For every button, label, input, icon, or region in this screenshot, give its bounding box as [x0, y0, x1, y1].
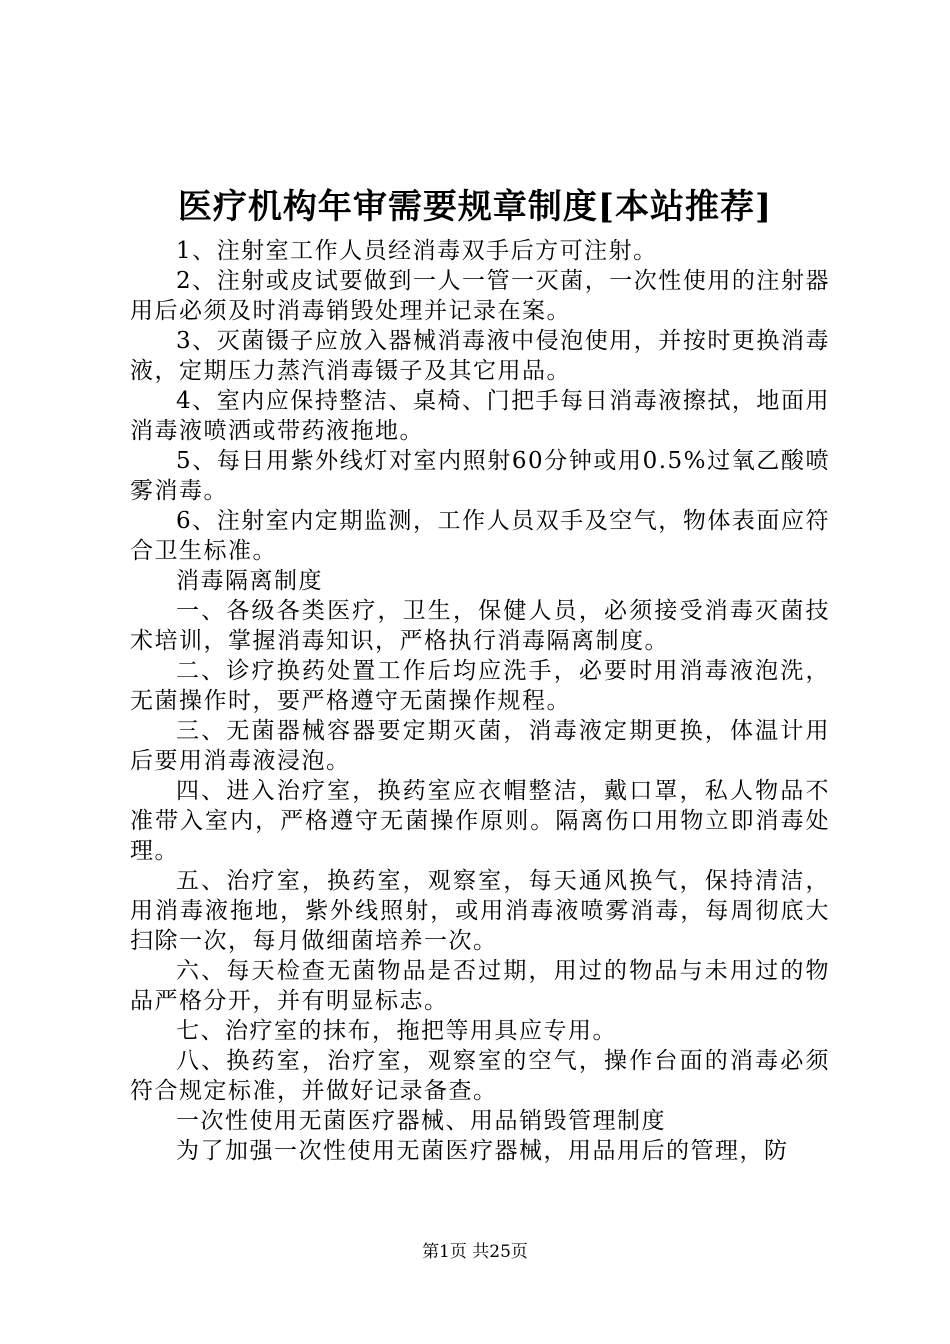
paragraph: 八、换药室，治疗室，观察室的空气，操作台面的消毒必须符合规定标准，并做好记录备查。: [130, 1048, 830, 1104]
paragraph: 1、注射室工作人员经消毒双手后方可注射。: [176, 238, 658, 264]
document-body: [130, 236, 830, 1166]
paragraph: 二、诊疗换药处置工作后均应洗手，必要时用消毒液泡洗，无菌操作时，要严格遵守无菌操作规程。: [130, 658, 830, 714]
paragraph: 一、各级各类医疗，卫生，保健人员，必须接受消毒灭菌技术培训，掌握消毒知识，严格执行消毒隔离制度。: [130, 598, 830, 654]
paragraph: 6、注射室内定期监测，工作人员双手及空气，物体表面应符合卫生标准。: [130, 508, 830, 564]
paragraph: 2、注射或皮试要做到一人一管一灭菌，一次性使用的注射器用后必须及时消毒销毁处理并记录在案。: [130, 268, 830, 324]
paragraph: 5、每日用紫外线灯对室内照射60分钟或用0.5%过氧乙酸喷雾消毒。: [130, 448, 830, 504]
section-heading: 一次性使用无菌医疗器械、用品销毁管理制度: [176, 1108, 666, 1134]
paragraph: 为了加强一次性使用无菌医疗器械，用品用后的管理，防: [176, 1138, 789, 1164]
paragraph: 4、室内应保持整洁、桌椅、门把手每日消毒液擦拭，地面用消毒液喷洒或带药液拖地。: [130, 388, 830, 444]
paragraph: 五、治疗室，换药室，观察室，每天通风换气，保持清洁，用消毒液拖地，紫外线照射，或用消毒液喷雾消毒，每周彻底大扫除一次，每月做细菌培养一次。: [130, 868, 830, 954]
paragraph: 六、每天检查无菌物品是否过期，用过的物品与未用过的物品严格分开，并有明显标志。: [130, 958, 830, 1014]
paragraph: 3、灭菌镊子应放入器械消毒液中侵泡使用，并按时更换消毒液，定期压力蒸汽消毒镊子及其它用品。: [130, 328, 830, 384]
paragraph: 七、治疗室的抹布，拖把等用具应专用。: [176, 1018, 617, 1044]
paragraph: 四、进入治疗室，换药室应衣帽整洁，戴口罩，私人物品不准带入室内，严格遵守无菌操作原则。隔离伤口用物立即消毒处理。: [130, 778, 830, 864]
page-footer: 第1页 共25页: [422, 1242, 528, 1262]
document-title: 医疗机构年审需要规章制度[本站推荐]: [177, 187, 773, 227]
paragraph: 三、无菌器械容器要定期灭菌，消毒液定期更换，体温计用后要用消毒液浸泡。: [130, 718, 830, 774]
section-heading: 消毒隔离制度: [176, 568, 323, 594]
